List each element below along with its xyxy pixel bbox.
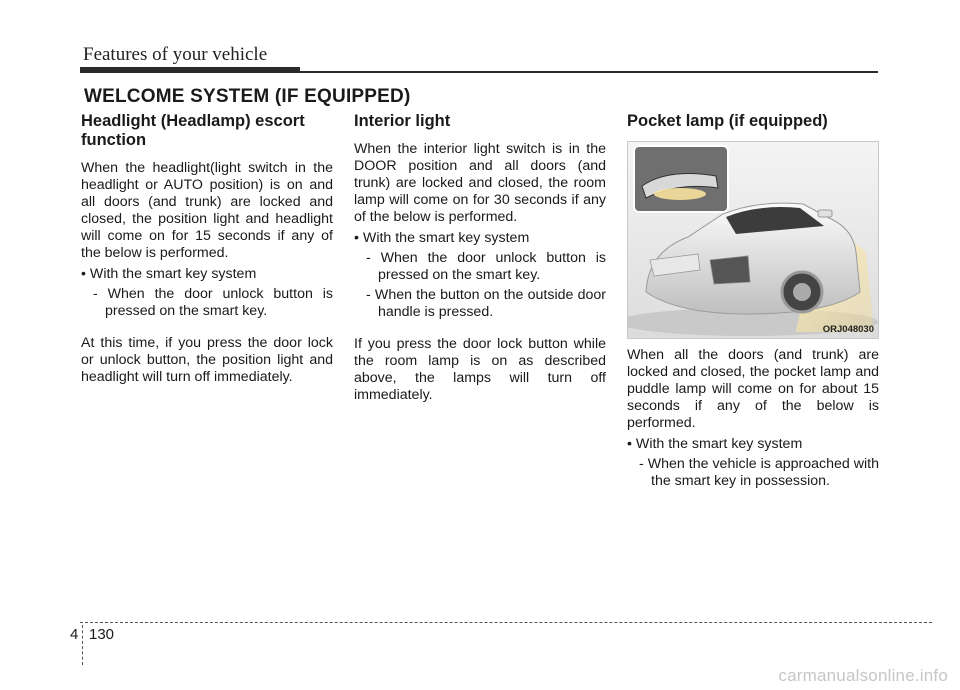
- car-illustration: [628, 142, 878, 338]
- watermark: carmanualsonline.info: [778, 666, 948, 685]
- pocket-lamp-figure: [627, 141, 879, 339]
- column-interior-light: [354, 112, 606, 404]
- headlight-escort-sub-item: - When the door unlock button is pressed on the smart key.: [93, 286, 333, 319]
- header-rule-thin: [80, 71, 878, 73]
- interior-light-sub-item-2: - When the button on the outside door handle is pressed.: [366, 287, 606, 320]
- pocket-lamp-intro: When all the doors (and trunk) are locked and closed, the pocket lamp and puddle lamp will come on for about 15 seconds if any of the below is performed.: [627, 347, 879, 431]
- headlight-escort-bullet: • With the smart key system: [81, 266, 257, 282]
- pocket-lamp-heading: Pocket lamp (if equipped): [627, 112, 828, 130]
- headlight-escort-outro: At this time, if you press the door lock or unlock button, the position light and headlight will turn off immediately.: [81, 335, 333, 385]
- headlight-escort-intro: When the headlight(light switch in the headlight or AUTO position) is on and all doors (and trunk) are locked and closed, the position light and headlight will come on for 15 seconds if any of the below is performed.: [81, 160, 333, 261]
- interior-light-bullet: • With the smart key system: [354, 230, 530, 246]
- column-pocket-lamp: [627, 112, 879, 490]
- footer-divider: [82, 625, 83, 665]
- interior-light-sub-item-1: - When the door unlock button is pressed on the smart key.: [366, 250, 606, 283]
- figure-code: ORJ048030: [822, 324, 874, 335]
- section-heading: WELCOME SYSTEM (IF EQUIPPED): [84, 86, 411, 107]
- pocket-lamp-glow: [654, 188, 706, 200]
- interior-light-intro: When the interior light switch is in the DOOR position and all doors (and trunk) are locked and closed, the room lamp will come on for 30 seconds if any of the below is performed.: [354, 141, 606, 225]
- front-grille: [710, 256, 750, 284]
- column-headlight-escort: [81, 112, 333, 386]
- footer-rule: [80, 622, 932, 623]
- headlight-escort-heading: Headlight (Headlamp) escort function: [81, 112, 305, 149]
- chapter-number: 4: [70, 626, 79, 643]
- interior-light-outro: If you press the door lock button while the room lamp is on as described above, the lamps will turn off immediately.: [354, 336, 606, 403]
- interior-light-heading: Interior light: [354, 112, 451, 130]
- page-header-title: Features of your vehicle: [83, 44, 268, 65]
- pocket-lamp-sub-item: - When the vehicle is approached with the smart key in possession.: [639, 456, 879, 489]
- pocket-lamp-bullet: • With the smart key system: [627, 436, 803, 452]
- page-number: 130: [89, 626, 115, 643]
- side-mirror: [818, 210, 832, 217]
